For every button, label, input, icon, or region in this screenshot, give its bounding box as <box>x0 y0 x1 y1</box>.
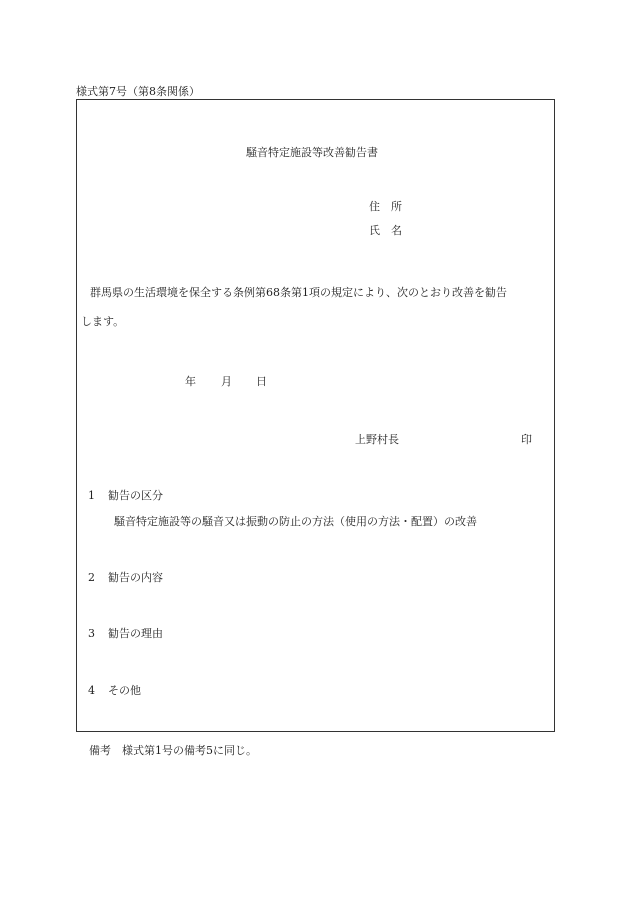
form-frame <box>76 99 555 732</box>
date-month-label: 月 <box>221 375 232 388</box>
date-day-label: 日 <box>256 375 267 388</box>
seal-mark: 印 <box>521 433 532 446</box>
date-year-label: 年 <box>185 375 196 388</box>
section-1-content: 騒音特定施設等の騒音又は振動の防止の方法（使用の方法・配置）の改善 <box>114 515 477 528</box>
form-number: 様式第7号（第8条関係） <box>76 85 200 98</box>
section-3-heading <box>88 628 163 639</box>
section-number: 3 <box>88 627 95 640</box>
document-title: 騒音特定施設等改善勧告書 <box>246 146 378 159</box>
section-number: 2 <box>88 571 95 584</box>
section-2-heading <box>88 572 163 583</box>
recipient-name-label: 氏 名 <box>369 224 402 237</box>
issuer-name: 上野村長 <box>355 433 399 446</box>
section-4-heading <box>88 685 141 696</box>
body-text-line-1: 群馬県の生活環境を保全する条例第68条第1項の規定により、次のとおり改善を勧告 <box>90 286 507 299</box>
section-heading: 勧告の理由 <box>108 627 163 640</box>
remarks-note: 備考 様式第1号の備考5に同じ。 <box>89 744 257 757</box>
section-number: 1 <box>88 489 95 502</box>
recipient-address-label: 住 所 <box>369 200 402 213</box>
body-text-line-2: します。 <box>81 315 125 328</box>
section-heading: その他 <box>108 684 141 697</box>
section-heading: 勧告の区分 <box>108 489 163 502</box>
section-number: 4 <box>88 684 95 697</box>
section-1-heading <box>88 490 163 501</box>
section-heading: 勧告の内容 <box>108 571 163 584</box>
